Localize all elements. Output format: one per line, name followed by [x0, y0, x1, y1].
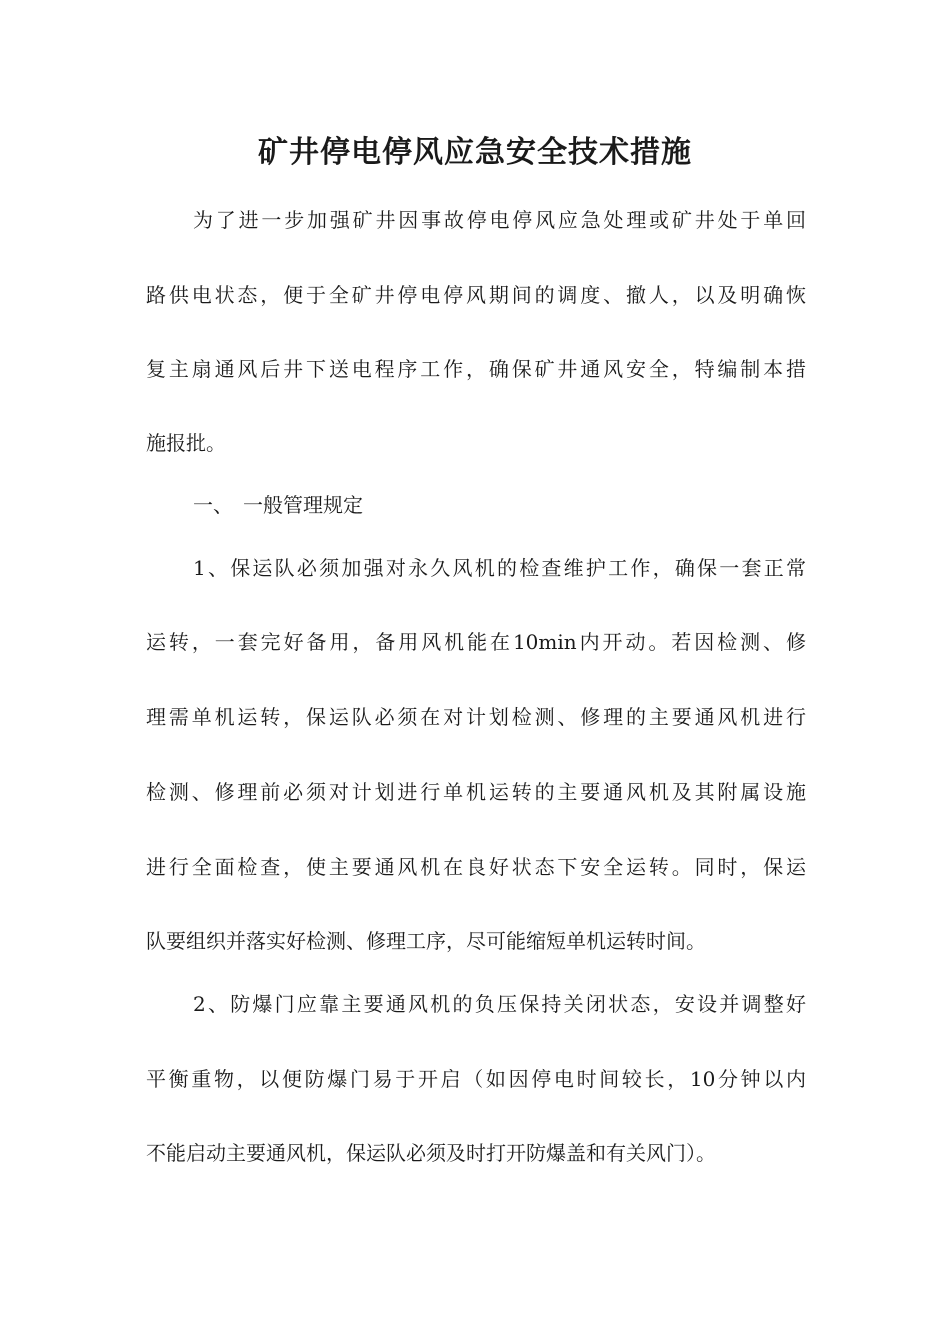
paragraph-line: 路供电状态，便于全矿井停电停风期间的调度、撤人，以及明确恢 — [146, 283, 806, 307]
section-heading: 一、 一般管理规定 — [193, 493, 363, 517]
paragraph-line: 不能启动主要通风机，保运队必须及时打开防爆盖和有关风门）。 — [146, 1141, 716, 1165]
paragraph-line: 1、保运队必须加强对永久风机的检查维护工作，确保一套正常 — [193, 556, 806, 580]
paragraph-line: 2、防爆门应靠主要通风机的负压保持关闭状态，安设并调整好 — [193, 992, 806, 1016]
paragraph-line: 理需单机运转，保运队必须在对计划检测、修理的主要通风机进行 — [146, 705, 806, 729]
paragraph-line: 检测、修理前必须对计划进行单机运转的主要通风机及其附属设施 — [146, 780, 806, 804]
paragraph-line: 队要组织并落实好检测、修理工序，尽可能缩短单机运转时间。 — [146, 929, 706, 953]
paragraph-line: 进行全面检查，使主要通风机在良好状态下安全运转。同时，保运 — [146, 855, 806, 879]
paragraph-line: 平衡重物，以便防爆门易于开启（如因停电时间较长，10分钟以内 — [146, 1067, 806, 1091]
paragraph-line: 运转，一套完好备用，备用风机能在10min内开动。若因检测、修 — [146, 630, 806, 654]
paragraph-line: 为了进一步加强矿井因事故停电停风应急处理或矿井处于单回 — [193, 208, 806, 232]
document-title: 矿井停电停风应急安全技术措施 — [258, 135, 692, 170]
paragraph-line: 施报批。 — [146, 431, 226, 455]
paragraph-line: 复主扇通风后井下送电程序工作，确保矿井通风安全，特编制本措 — [146, 357, 806, 381]
